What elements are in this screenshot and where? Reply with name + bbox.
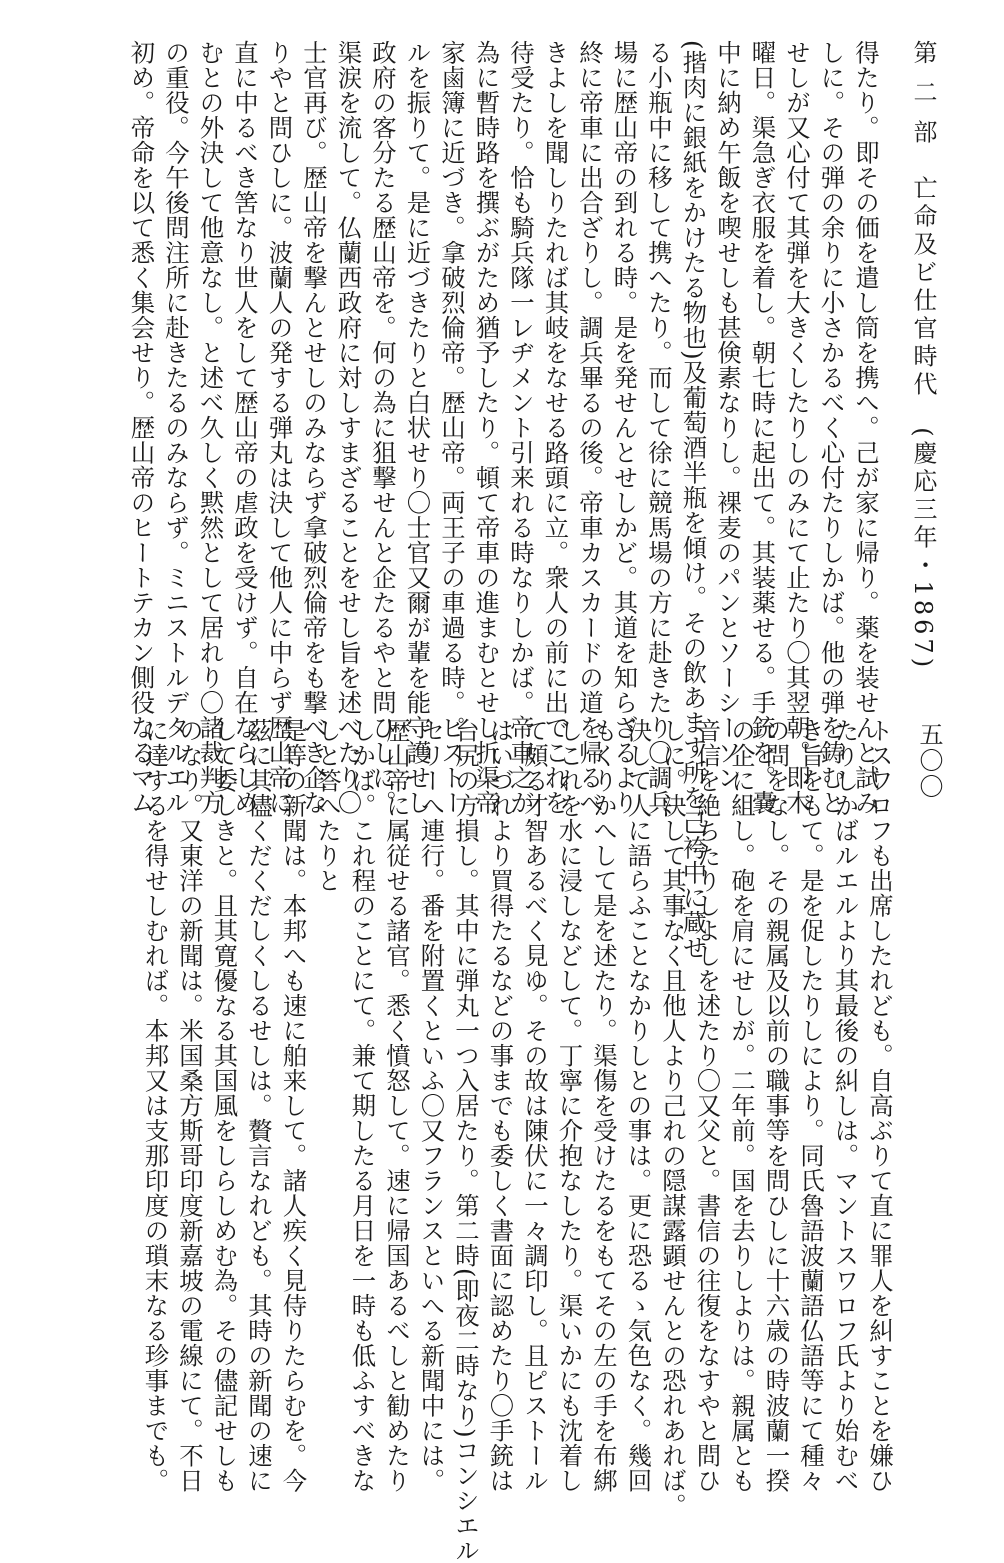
- text-line: りやと問ひしに。波蘭人の発する弾丸は決して他人に中らず歴山帝に: [264, 40, 294, 815]
- text-line: きよしを聞しりたれば其岐をなせる路頭に立。衆人の前に出でこれを: [540, 40, 570, 815]
- text-line: 家鹵簿に近づき。拿破烈倫帝。歴山帝。両王子の車過る時。ピストー: [437, 40, 466, 815]
- text-line: 場に歴山帝の到れる時。是を発せんとせしかど。其道を知らざるより: [609, 40, 639, 815]
- text-line: 歴山帝に属従せる諸官。悉く憤怒して。速に帰国あるべしと勧めたり: [382, 718, 411, 1493]
- text-line: 待受たり。恰も騎兵隊一レヂメント引来れる時なりしかば。帝車之が: [506, 40, 535, 815]
- text-line: (揩肉に銀紙をかけたる物也)及葡萄酒半瓶を傾け。その飲あます所を己袴中に蔵せ: [678, 40, 708, 961]
- text-line: 為に暫時路を撰ぶがため猶予したり。頓て帝車の進まむとせし折渠帝: [471, 40, 501, 815]
- text-line: ルを振りて。是に近づきたりと白状せり〇士官又爾が輩を能守護せし: [402, 40, 432, 815]
- text-line: の問をなし。その親属及以前の職事等を問ひしに十六歳の時波蘭一揆: [761, 718, 791, 1493]
- text-line: 渠涙を流して。仏蘭西政府に対しすまざることをせし旨を述べたり〇: [333, 40, 363, 815]
- text-line: の重役。今午後問注所に赴きたるのみならず。ミニストルデタルエル: [161, 40, 190, 815]
- text-line: しと答へたりと: [313, 718, 342, 893]
- text-line: て頗る才智あるべく見ゆ。その故は陳伏に一々調印し。且ピストール: [520, 718, 549, 1493]
- text-line: 台尻の方損し。其中に弾丸一つ入居たり。第二時(即夜二時なり)コンシエル: [451, 718, 480, 1563]
- text-line: して委しきと。且其寛優なる其国風をしらしめむ為。その儘記せしも: [209, 718, 239, 1493]
- page-number: 五〇〇: [915, 722, 943, 800]
- text-line: 曜日。渠急ぎ衣服を着し。朝七時に起出て。其装薬せる。手銃を。嚢: [747, 40, 777, 815]
- text-line: 決して人に語らふことなかりしとの事は。更に恐るゝ気色なく。幾回: [623, 718, 653, 1493]
- text-line: 士官再び。歴山帝を撃んとせしのみならず拿破烈倫帝をも撃べき企な: [299, 40, 328, 815]
- lower-text-block: [62, 718, 896, 1563]
- text-line: しに。決して其事なく且他人より己れの隠謀露顕せんとの恐れあれば。: [658, 718, 687, 1518]
- text-line: たりしかばルエルより其最後の糾しは。マントスワロフ氏より始むべ: [830, 718, 860, 1493]
- text-line: しに。その弾の余りに小さかるべく心付たりしかば。他の弾を鋳むと: [816, 40, 846, 815]
- text-line: はいづれより買得たるなどの事までも委しく書面に認めたり〇手銃は: [485, 718, 515, 1493]
- text-line: トスワロフも出席したれども。自高ぶりて直に罪人を糾すことを嫌ひ: [865, 718, 894, 1493]
- text-line: の企に組し。砲を肩にせしが。二年前。国を去りしよりは。親属とも: [727, 718, 756, 1493]
- text-line: 直に中るべき筈なり世人をして歴山帝の虐政を受けず。自在ならしめ: [230, 40, 259, 815]
- text-line: のなり。又東洋の新聞は。米国桑方斯哥印度新嘉坡の電線にて。不日: [175, 718, 204, 1493]
- text-line: 終に帝車に出合ざりし。調兵畢るの後。帝車カスカードの道を帰るべ: [575, 40, 604, 815]
- text-line: しかば。これ程のことにて。兼て期したる月日を一時も低ふすべきな: [347, 718, 377, 1493]
- text-line: せしが又心付て其弾を大きくしたりしのみにて止たり〇其翌朝。即木: [782, 40, 811, 815]
- text-line: 中に納め午飯を喫せしも甚倹素なりし。裸麦のパンとソーシーソン: [713, 40, 742, 790]
- text-line: き旨をもて。是を促したりしにより。同氏魯語波蘭語仏語等にて種々: [796, 718, 825, 1493]
- text-line: 音信を絶ちたりしよしを述たり〇又父と。書信の往復をなすやと問ひ: [692, 718, 722, 1493]
- text-line: 政府の客分たる歴山帝を。何の為に狙撃せんと企たるやと問ひしに。: [368, 40, 397, 815]
- text-line: セリーへ連行。番を附置くといふ〇又フランスといへる新聞中には。: [416, 718, 446, 1493]
- running-head: 第 二 部 亡命及ビ仕官時代 (慶応三年・1867): [909, 40, 937, 672]
- text-line: 茲に其儘くだくだしくしるせしは。贅言なれども。其時の新聞の速に: [244, 718, 273, 1493]
- text-line: 得たり。即その価を遣し筒を携へ。己が家に帰り。薬を装せんと試み: [851, 40, 880, 815]
- text-line: 是等の新聞は。本邦へも速に舶来して。諸人疾く見侍りたらむを。今: [278, 718, 308, 1493]
- text-line: に達するを得せしむれば。本邦又は支那印度の瑣末なる珍事までも。: [140, 718, 170, 1493]
- text-line: むとの外決して他意なし。と述べ久しく黙然として居れり〇諸裁判方: [195, 40, 225, 815]
- text-line: もくりかへして是を述たり。渠傷を受けたるをもてその左の手を布綁: [589, 718, 618, 1493]
- text-line: しこれを水に浸しなどして。丁寧に介抱なしたり。渠いかにも沈着し: [554, 718, 584, 1493]
- text-line: る小瓶中に移して携へたり。而して徐に競馬場の方に赴きたり〇調兵: [644, 40, 673, 815]
- text-line: 初め。帝命を以て悉く集会せり。歴山帝のヒートテカン側役なるマム: [126, 40, 156, 815]
